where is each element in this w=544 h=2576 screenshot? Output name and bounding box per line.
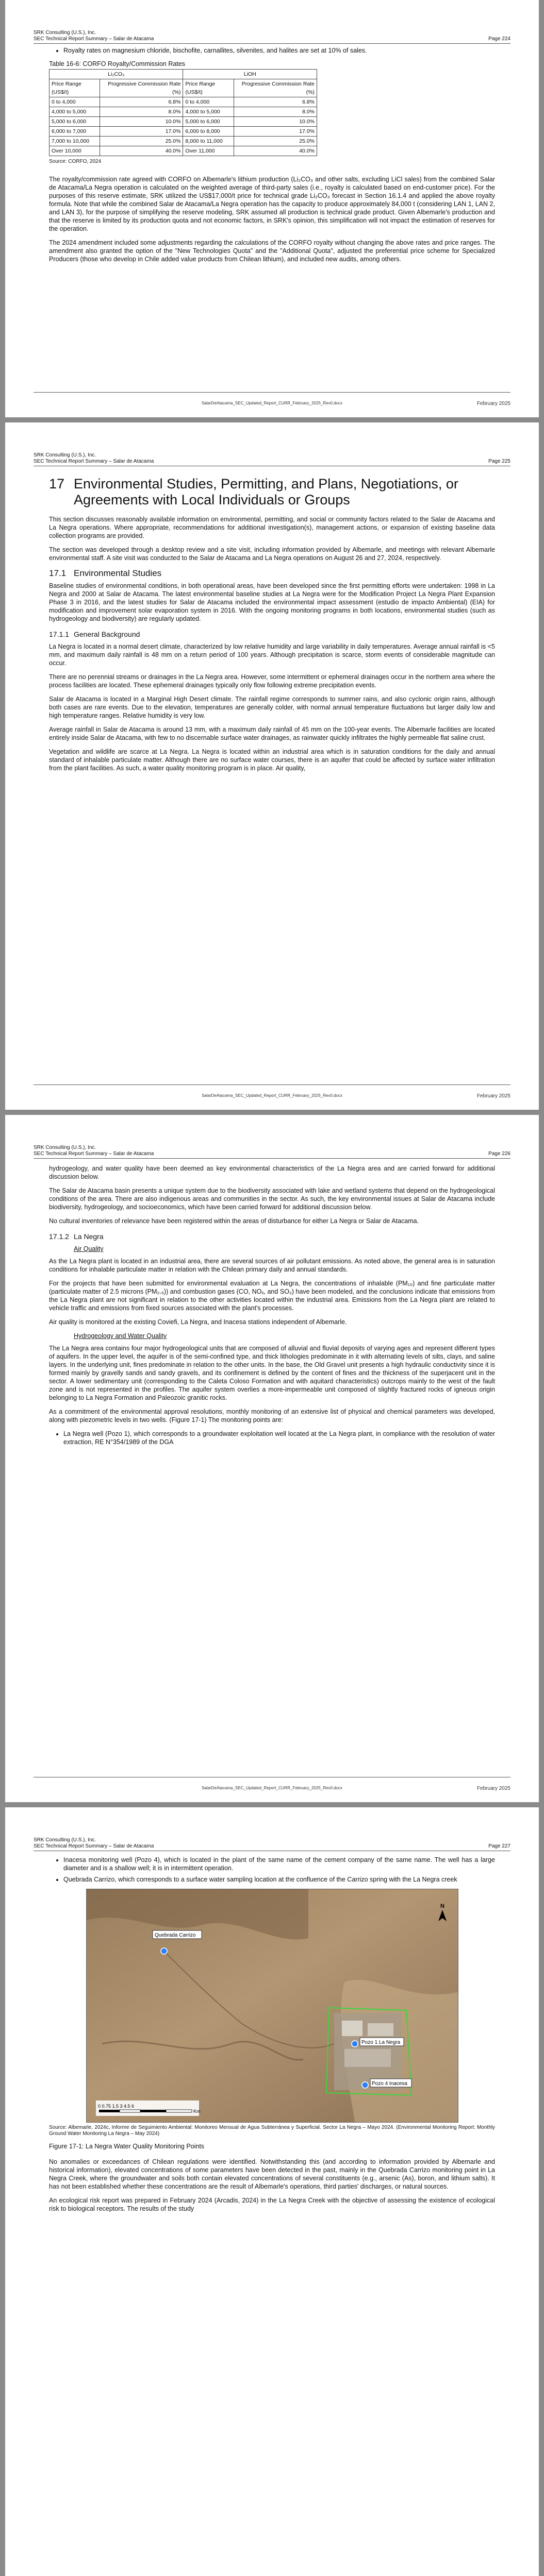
table-row [50,127,317,137]
list-item: • Quebrada Carrizo, which corresponds to a surface water sampling location at the confluence of the Carrizo spring with the La Negra creek [63,1875,495,1884]
bullet-list [49,1430,495,1446]
subsection-title: General Background [74,630,140,638]
page-body [49,46,495,269]
pozo4-marker [362,2082,368,2088]
paragraph: Average rainfall in Salar de Atacama is around 13 mm, with a maximum daily rainfall of 45 mm on the 100-year events. The Albemarle facilities are located entirely inside Salar de Atacama, with few to no discernable surface water drainages, as rainwater quickly infiltrates the highly permeable flat saline crust. [49,726,495,741]
chapter-heading [49,476,495,508]
section-heading [49,569,495,578]
carrizo-label: Quebrada Carrizo [154,1933,195,1938]
page-body [49,1856,495,2218]
page-224 [5,0,539,417]
paragraph: Baseline studies of environmental conditions, in both operational areas, have been developed since the first permitting efforts were undertaken: 1998 in La Negra and 2000 at Salar de Atacama. The latest environmental baseline studies at La Negra were for the Modification Project La Negra Plant Expansion Phase 3 in 2016, and the latest studies for Salar de Atacama included the environmental impact assessment (estudio de impacto Ambiental) (EIA) for modification and improvement solar evaporation system in 2016. With the ongoing monitoring programs in both locations, environmental studies (such as hydrogeology and biodiversity) are regularly updated. [49,582,495,622]
paragraph: La Negra is located in a normal desert climate, characterized by low relative humidity and large variability in daily temperatures. Average annual rainfall is <5 mm, and maximum daily rainfall is 48 mm on a return period of 100 years. Although precipitation is scarce, storm events of considerable magnitude can occur. [49,643,495,667]
table-cell: 8.0% [100,107,183,117]
page-number: Page 227 [488,1843,510,1849]
plant-block [368,2023,393,2036]
col-header: Price Range (US$/t) [50,79,100,97]
chapter-title: Environmental Studies, Permitting, and Plans, Negotiations, or Agreements with Local Individuals or Groups [74,476,458,507]
table-cell: 10.0% [100,117,183,127]
subsection-title: La Negra [74,1232,104,1241]
plant-block [344,2049,391,2067]
table-row [50,107,317,117]
page-number: Page 226 [488,1151,510,1157]
list-item: • La Negra well (Pozo 1), which corresponds to a groundwater exploitation well located at the La Negra plant, in compliance with the resolution of water extraction, RE N°354/1989 of the DGA [63,1430,495,1446]
col-header: Price Range (US$/t) [183,79,234,97]
paragraph: The La Negra area contains four major hydrogeological units that are composed of alluvial and fluvial deposits of varying ages and represent different types of aquifers. In the upper level, the aquifer is of the semi-confined type, and thick lithologies predominate in it with alternating levels of silts, clays, and saline layers. In the underlying unit, fines predominate in relation to the other units. In the base, the Old Gravel unit presents a high hydraulic conductivity since it is formed mainly by gravelly sands and sandy gravels, and its confinement is defined by the content of fines and the thickness of the superjacent unit in the sector. A lower sedimentary unit (corresponding to the Caleta Coloso Formation and with aquitard characteristics) outcrops mainly to the west of the fault zone and is not represented in the profiles. The aquifer system overlies a more-impermeable unit composed of slightly fractured rocks of igneous origin belonging to La Negra Formation and Paleozoic granitic rocks. [49,1345,495,1401]
group-lioh: LiOH [183,70,317,79]
page-header [34,452,510,465]
paragraph: For the projects that have been submitted for environmental evaluation at La Negra, the concentrations of inhalable (PM₁₀) and fine particulate matter (particulate matter of 2.5 microns (PM₂.₅)) and combustion gases (CO, NOₓ, and SO₂) have been modeled, and the conclusions indicate that emissions from the La Negra plant are not significant in relation to the other activities located within the industrial area. Emissions from the La Negra plant are related to vehicle traffic and emissions from fixed sources associated with the plant's processes. [49,1280,495,1312]
paragraph: The royalty/commission rate agreed with CORFO on Albemarle's lithium production (Li₂CO₃ and other salts, excluding LiCl sales) from the combined Salar de Atacama/La Negra operation is calculated on the weighted average of third-party sales (i.e., royalty is calculated based on end-customer price). For the purposes of this reserve estimate, SRK utilized the US$17,000/t price for technical grade Li₂CO₃ forecast in Section 16.1.4 and applied the above royalty formula. Note that while the combined Salar de Atacama/La Negra operation has the capacity to produce approximately 84,000 t (considering LAN 1, LAN 2, and LAN 3), for the purpose of simplifying the reserve modeling, SRK assumed all production is technical grade product. Given Albemarle's production and that the reserve is limited by its production quota and not economic factors, in SRK's opinion, this simplification will not impact the estimation of reserves for the operation. [49,176,495,232]
table-cell: 10.0% [234,117,317,127]
group-li2co3: Li₂CO₃ [50,70,183,79]
paragraph: An ecological risk report was prepared in February 2024 (Arcadis, 2024) in the La Negra Creek with the objective of assessing the existence of ecological risk to biological receptors. The results of the study [49,2197,495,2212]
subsection-heading [49,1232,495,1241]
scale-bar-label: 0 0.75 1.5 3 4.5 6 [97,2104,134,2109]
table-cell: 6.8% [100,97,183,107]
table-header-row [50,79,317,97]
table-cell: 7,000 to 10,000 [50,137,100,146]
royalty-table [49,69,317,156]
table-cell: 8,000 to 11,000 [183,137,234,146]
table-cell: 40.0% [234,146,317,156]
header-report: SEC Technical Report Summary – Salar de Atacama [34,1843,154,1849]
col-header: Progressive Commission Rate (%) [234,79,317,97]
footer-date: February 2025 [476,401,510,406]
table-cell: 17.0% [234,127,317,137]
page-header [34,1837,510,1850]
subsection-number: 17.1.2 [49,1232,69,1241]
table-caption: Table 16-6: CORFO Royalty/Commission Rates [49,60,185,67]
page-number: Page 224 [488,36,510,42]
list-item: • Inacesa monitoring well (Pozo 4), which is located in the plant of the same name of the cement company of the same name. The well has a large diameter and is a shallow well; it is in intermittent operation. [63,1856,495,1872]
section-title: Environmental Studies [74,568,162,578]
table-cell: 8.0% [234,107,317,117]
table-source: Source: CORFO, 2024 [49,159,102,164]
header-company: SRK Consulting (U.S.), Inc. [34,452,96,458]
pozo4-label: Pozo 4 Inacesa [371,2081,407,2087]
figure-caption: Figure 17-1: La Negra Water Quality Monitoring Points [49,2143,205,2150]
header-rule [34,43,510,44]
footer-date: February 2025 [476,1093,510,1099]
scale-seg [140,2110,166,2112]
paragraph: As the La Negra plant is located in an industrial area, there are several sources of air pollutant emissions. As noted above, the general area is in saturation conditions for inhalable particulate matter in relation with the Chilean primary daily and annual standards. [49,1258,495,1273]
page-body [49,1164,495,1451]
paragraph: No cultural inventories of relevance have been registered within the areas of disturbance for either La Negra or Salar de Atacama. [49,1217,419,1225]
table-cell: 0 to 4,000 [183,97,234,107]
scale-seg [99,2110,120,2112]
table-cell: 6,000 to 7,000 [50,127,100,137]
table-cell: 4,000 to 5,000 [183,107,234,117]
page-227 [5,1807,539,2576]
footer-filename: SalarDeAtacama_SEC_Updated_Report_CURR_February_2025_Rev0.docx [201,1786,343,1790]
footer-date: February 2025 [476,1786,510,1791]
table-cell: Over 10,000 [50,146,100,156]
header-company: SRK Consulting (U.S.), Inc. [34,1145,96,1150]
paragraph: There are no perennial streams or drainages in the La Negra area. However, some intermittent or ephemeral drainages occur in the northern area where the process facilities are located. These ephemeral drainages typically only flow following extreme precipitation events. [49,673,495,689]
table-row [50,117,317,127]
pozo1-marker [352,2041,358,2047]
paragraph: Salar de Atacama is located in a Marginal High Desert climate. The rainfall regime corresponds to summer rains, and also cyclonic origin rains, although both cases are rare events. Due to the elevation, temperatures are generally colder, with normal annual temperature fluctuations but larger daily low and high temperature ranges. Relative humidity is very low. [49,696,495,719]
section-number: 17.1 [49,568,67,578]
footer-rule [34,1084,510,1085]
table-group-row [50,70,317,79]
col-header: Progressive Commission Rate (%) [100,79,183,97]
subsection-heading [49,630,495,638]
table-row [50,137,317,146]
paragraph: No anomalies or exceedances of Chilean regulations were identified. Notwithstanding this (and according to information provided by Albemarle and historical information), elevated concentrations of some parameters have been detected in the past, mainly in the Quebrada Carrizo monitoring point in La Negra Creek, where the groundwater and soils both contain elevated concentrations of several constituents (e.g., arsenic (As), boron, and lithium salts). It has not been established whether these concentrations are the result of Albemarle's operations, third parties' discharges, or natural sources. [49,2158,495,2190]
header-rule [34,1158,510,1159]
chapter-number: 17 [49,476,65,492]
paragraph: As a commitment of the environmental approval resolutions, monthly monitoring of an extensive list of physical and chemical parameters was developed, along with piezometric levels in two wells. (Figure 17-1) The monitoring points are: [49,1408,495,1423]
page-header [34,30,510,42]
table-cell: 6,000 to 8,000 [183,127,234,137]
table-cell: 5,000 to 6,000 [50,117,100,127]
table-cell: 0 to 4,000 [50,97,100,107]
header-company: SRK Consulting (U.S.), Inc. [34,1837,96,1843]
scale-seg [166,2110,192,2112]
figure-source: Source: Albemarle, 2024c, Informe de Seguimiento Ambiental: Monitoreo Mensual de Agua Subterránea y Superficial. Sector La Negra – Mayo 2024. (Environmental Monitoring Report: Monthly Ground Water Monitoring La Negra – May 2024) [49,2125,495,2137]
list-item: • Royalty rates on magnesium chloride, bischofite, carnallites, silvenites, and halites are set at 10% of sales. [63,46,495,55]
page-225 [5,422,539,1110]
footer-filename: SalarDeAtacama_SEC_Updated_Report_CURR_February_2025_Rev0.docx [201,1093,343,1098]
table-row [50,97,317,107]
paragraph: Vegetation and wildlife are scarce at La Negra. La Negra is located within an industrial area which is in saturation conditions for the daily and annual standard of inhalable particulate matter. Although there are no surface water courses, there is an aquifer that could be affected by surface water infiltration from the plant facilities. As such, a water quality monitoring program is in place. Air quality, [49,748,495,772]
page-number: Page 225 [488,459,510,464]
table-cell: 6.8% [234,97,317,107]
table-cell: 5,000 to 6,000 [183,117,234,127]
paragraph: Air quality is monitored at the existing Coviefi, La Negra, and Inacesa stations independent of Albemarle. [49,1318,347,1326]
table-cell: 40.0% [100,146,183,156]
subsection-number: 17.1.1 [49,630,69,638]
air-quality-heading: Air Quality [74,1245,104,1252]
carrizo-marker [161,1948,167,1954]
monitoring-map [86,1889,458,2123]
pozo1-label: Pozo 1 La Negra [361,2040,400,2045]
north-label: N [440,1903,444,1909]
page-body [49,476,495,778]
table-cell: 25.0% [234,137,317,146]
hydrogeology-heading: Hydrogeology and Water Quality [74,1332,167,1340]
bullet-list [49,1856,495,1884]
table-cell: 17.0% [100,127,183,137]
plant-block [342,2021,362,2036]
table-row [50,146,317,156]
header-company: SRK Consulting (U.S.), Inc. [34,30,96,36]
bullet-list [49,46,495,55]
footer-filename: SalarDeAtacama_SEC_Updated_Report_CURR_February_2025_Rev0.docx [201,401,343,405]
paragraph: The 2024 amendment included some adjustments regarding the calculations of the CORFO royalty without changing the above rates and price ranges. The amendment also granted the option of the "New Technologies Quota" and the "Additional Quota", adjusted the preferential price scheme for Specialized Producers (those who develop in Chile added value products from Chilean lithium), and included new audits, among others. [49,239,495,263]
footer-rule [34,392,510,393]
table-cell: Over 11,000 [183,146,234,156]
paragraph: The Salar de Atacama basin presents a unique system due to the biodiversity associated with lake and wetland systems that depend on the hydrogeological conditions of the area. There are also indigenous areas and communities in the sector. As such, the key environmental issues at Salar de Atacama include biodiversity, hydrogeology, and socioeconomics, which have been carried forward for additional discussion below. [49,1187,495,1211]
paragraph: The section was developed through a desktop review and a site visit, including information provided by Albemarle, and meetings with relevant Albemarle environmental staff. A site visit was conducted to the Salar de Atacama and La Negra operations on August 26 and 27, 2024, respectively. [49,546,495,562]
table-cell: 4,000 to 5,000 [50,107,100,117]
header-report: SEC Technical Report Summary – Salar de Atacama [34,459,154,464]
table-cell: 25.0% [100,137,183,146]
scale-seg [120,2110,140,2112]
header-report: SEC Technical Report Summary – Salar de Atacama [34,1151,154,1157]
page-header [34,1145,510,1157]
page-226 [5,1115,539,1802]
paragraph: hydrogeology, and water quality have been deemed as key environmental characteristics of the La Negra area and are carried forward for additional discussion below. [49,1165,495,1180]
scale-unit: Km [193,2109,200,2114]
header-report: SEC Technical Report Summary – Salar de Atacama [34,36,154,42]
paragraph: This section discusses reasonably available information on environmental, permitting, and social or community factors related to the Salar de Atacama and La Negra operations. Where appropriate, recommendations for additional investigation(s), management actions, or expansion of existing baseline data collection programs are provided. [49,516,495,539]
